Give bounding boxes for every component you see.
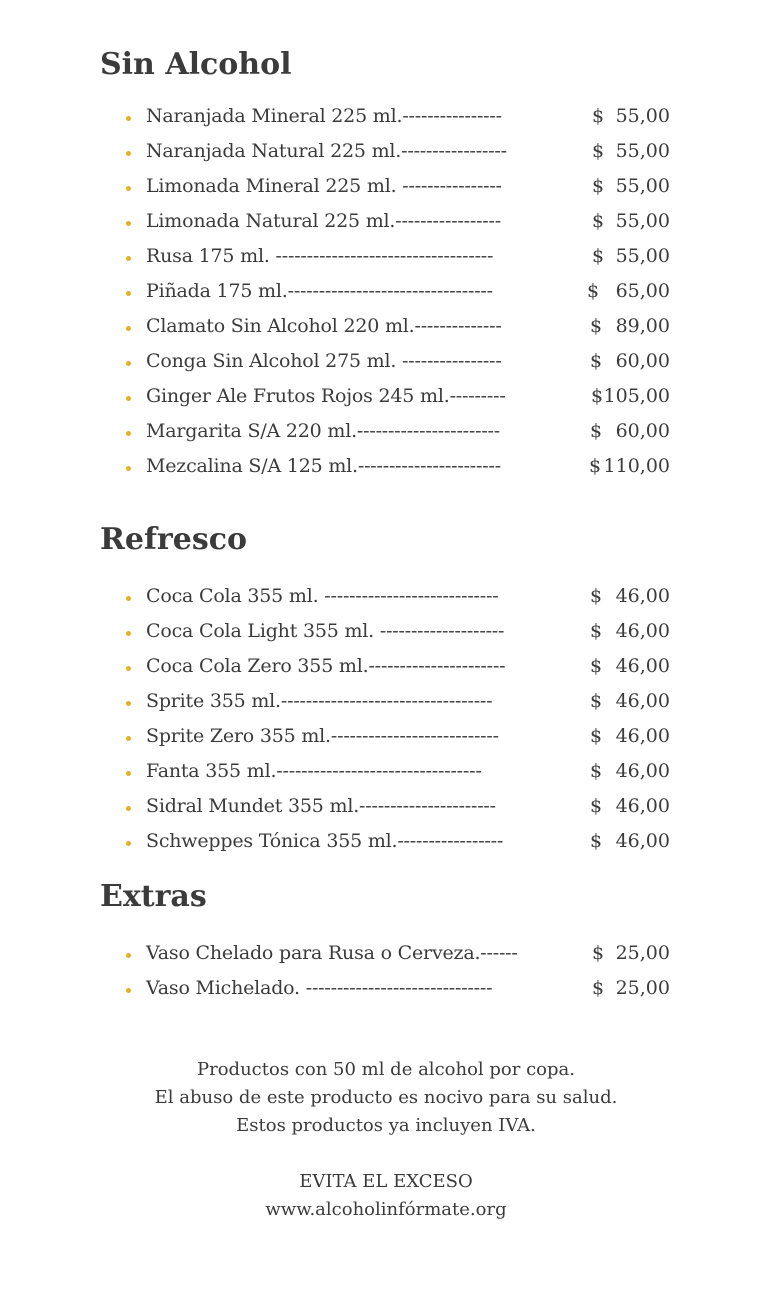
item-price: 55,00 <box>615 210 670 232</box>
bullet-icon <box>126 466 131 471</box>
item-list-extras <box>0 939 772 1009</box>
item-name: Naranjada Natural 225 ml.----------------- <box>146 140 507 162</box>
item-name: Piñada 175 ml.--------------------------------- <box>146 280 493 302</box>
item-price: 110,00 <box>603 455 670 477</box>
item-currency: $ <box>590 350 603 372</box>
footer-line-slogan: EVITA EL EXCESO <box>299 1171 473 1192</box>
item-price: 46,00 <box>615 620 670 642</box>
menu-item <box>0 939 772 974</box>
section-title-refresco: Refresco <box>100 522 247 557</box>
bullet-icon <box>126 701 131 706</box>
item-currency: $ <box>590 690 603 712</box>
item-name: Rusa 175 ml. ----------------------------------- <box>146 245 494 267</box>
bullet-icon <box>126 361 131 366</box>
footer-spacer <box>0 1140 772 1168</box>
menu-item <box>0 172 772 207</box>
bullet-icon <box>126 771 131 776</box>
bullet-icon <box>126 221 131 226</box>
menu-item <box>0 382 772 417</box>
menu-item <box>0 827 772 862</box>
footer-website: www.alcoholinfórmate.org <box>265 1199 507 1220</box>
item-name: Limonada Natural 225 ml.----------------- <box>146 210 501 232</box>
footer-line-alcohol-content: Productos con 50 ml de alcohol por copa. <box>197 1059 575 1080</box>
menu-item <box>0 617 772 652</box>
item-list-sin-alcohol <box>0 102 772 487</box>
menu-item <box>0 312 772 347</box>
bullet-icon <box>126 431 131 436</box>
item-currency: $ <box>590 420 603 442</box>
menu-item <box>0 722 772 757</box>
item-price: 46,00 <box>615 830 670 852</box>
item-price: 55,00 <box>615 140 670 162</box>
item-currency: $ <box>592 245 605 267</box>
menu-item <box>0 242 772 277</box>
item-price: 55,00 <box>615 175 670 197</box>
item-currency: $ <box>590 725 603 747</box>
item-name: Coca Cola 355 ml. ---------------------------- <box>146 585 499 607</box>
item-name: Coca Cola Zero 355 ml.---------------------- <box>146 655 506 677</box>
item-currency: $ <box>590 795 603 817</box>
item-currency: $ <box>592 210 605 232</box>
bullet-icon <box>126 186 131 191</box>
item-currency: $ <box>590 315 603 337</box>
item-name: Mezcalina S/A 125 ml.----------------------- <box>146 455 501 477</box>
item-price: 60,00 <box>615 420 670 442</box>
bullet-icon <box>126 953 131 958</box>
item-name: Vaso Chelado para Rusa o Cerveza.------ <box>146 942 518 964</box>
menu-item <box>0 687 772 722</box>
menu-item <box>0 277 772 312</box>
item-price: 25,00 <box>615 977 670 999</box>
menu-item <box>0 792 772 827</box>
item-price: 60,00 <box>615 350 670 372</box>
footer-line-health-warning: El abuso de este producto es nocivo para su salud. <box>154 1087 618 1108</box>
item-list-refresco <box>0 582 772 862</box>
item-name: Sprite 355 ml.---------------------------------- <box>146 690 493 712</box>
item-price: 55,00 <box>615 105 670 127</box>
item-name: Clamato Sin Alcohol 220 ml.-------------- <box>146 315 502 337</box>
item-price: 46,00 <box>615 690 670 712</box>
item-currency: $ <box>589 455 602 477</box>
item-name: Limonada Mineral 225 ml. ---------------- <box>146 175 502 197</box>
bullet-icon <box>126 631 131 636</box>
section-title-sin-alcohol: Sin Alcohol <box>100 47 292 82</box>
item-currency: $ <box>590 620 603 642</box>
bullet-icon <box>126 256 131 261</box>
menu-item <box>0 102 772 137</box>
bullet-icon <box>126 596 131 601</box>
bullet-icon <box>126 396 131 401</box>
item-name: Naranjada Mineral 225 ml.---------------- <box>146 105 502 127</box>
footer-line-tax-note: Estos productos ya incluyen IVA. <box>236 1115 536 1136</box>
item-currency: $ <box>590 655 603 677</box>
footer-notice <box>0 1056 772 1224</box>
bullet-icon <box>126 116 131 121</box>
bullet-icon <box>126 666 131 671</box>
menu-item <box>0 757 772 792</box>
item-currency: $ <box>587 280 600 302</box>
section-title-extras: Extras <box>100 879 207 914</box>
item-currency: $ <box>592 105 605 127</box>
item-currency: $ <box>592 942 605 964</box>
menu-item <box>0 347 772 382</box>
item-name: Fanta 355 ml.--------------------------------- <box>146 760 482 782</box>
item-price: 46,00 <box>615 795 670 817</box>
menu-item <box>0 137 772 172</box>
item-name: Ginger Ale Frutos Rojos 245 ml.--------- <box>146 385 506 407</box>
bullet-icon <box>126 736 131 741</box>
bullet-icon <box>126 806 131 811</box>
item-currency: $ <box>590 585 603 607</box>
item-price: 25,00 <box>615 942 670 964</box>
menu-item <box>0 582 772 617</box>
item-name: Conga Sin Alcohol 275 ml. ---------------- <box>146 350 502 372</box>
item-price: 65,00 <box>615 280 670 302</box>
item-price: 46,00 <box>615 655 670 677</box>
item-currency: $ <box>592 175 605 197</box>
bullet-icon <box>126 151 131 156</box>
item-currency: $ <box>592 140 605 162</box>
item-currency: $ <box>590 830 603 852</box>
bullet-icon <box>126 326 131 331</box>
item-currency: $ <box>591 385 604 407</box>
item-price: 46,00 <box>615 760 670 782</box>
menu-item <box>0 974 772 1009</box>
item-price: 89,00 <box>615 315 670 337</box>
item-price: 105,00 <box>603 385 670 407</box>
item-price: 55,00 <box>615 245 670 267</box>
menu-item <box>0 207 772 242</box>
item-name: Sidral Mundet 355 ml.---------------------- <box>146 795 496 817</box>
item-name: Vaso Michelado. ------------------------------ <box>146 977 493 999</box>
item-currency: $ <box>592 977 605 999</box>
bullet-icon <box>126 841 131 846</box>
item-currency: $ <box>590 760 603 782</box>
bullet-icon <box>126 988 131 993</box>
menu-item <box>0 417 772 452</box>
menu-item <box>0 452 772 487</box>
bullet-icon <box>126 291 131 296</box>
item-name: Sprite Zero 355 ml.--------------------------- <box>146 725 499 747</box>
item-price: 46,00 <box>615 585 670 607</box>
item-name: Coca Cola Light 355 ml. -------------------- <box>146 620 505 642</box>
item-name: Schweppes Tónica 355 ml.----------------- <box>146 830 504 852</box>
menu-item <box>0 652 772 687</box>
item-price: 46,00 <box>615 725 670 747</box>
item-name: Margarita S/A 220 ml.----------------------- <box>146 420 500 442</box>
